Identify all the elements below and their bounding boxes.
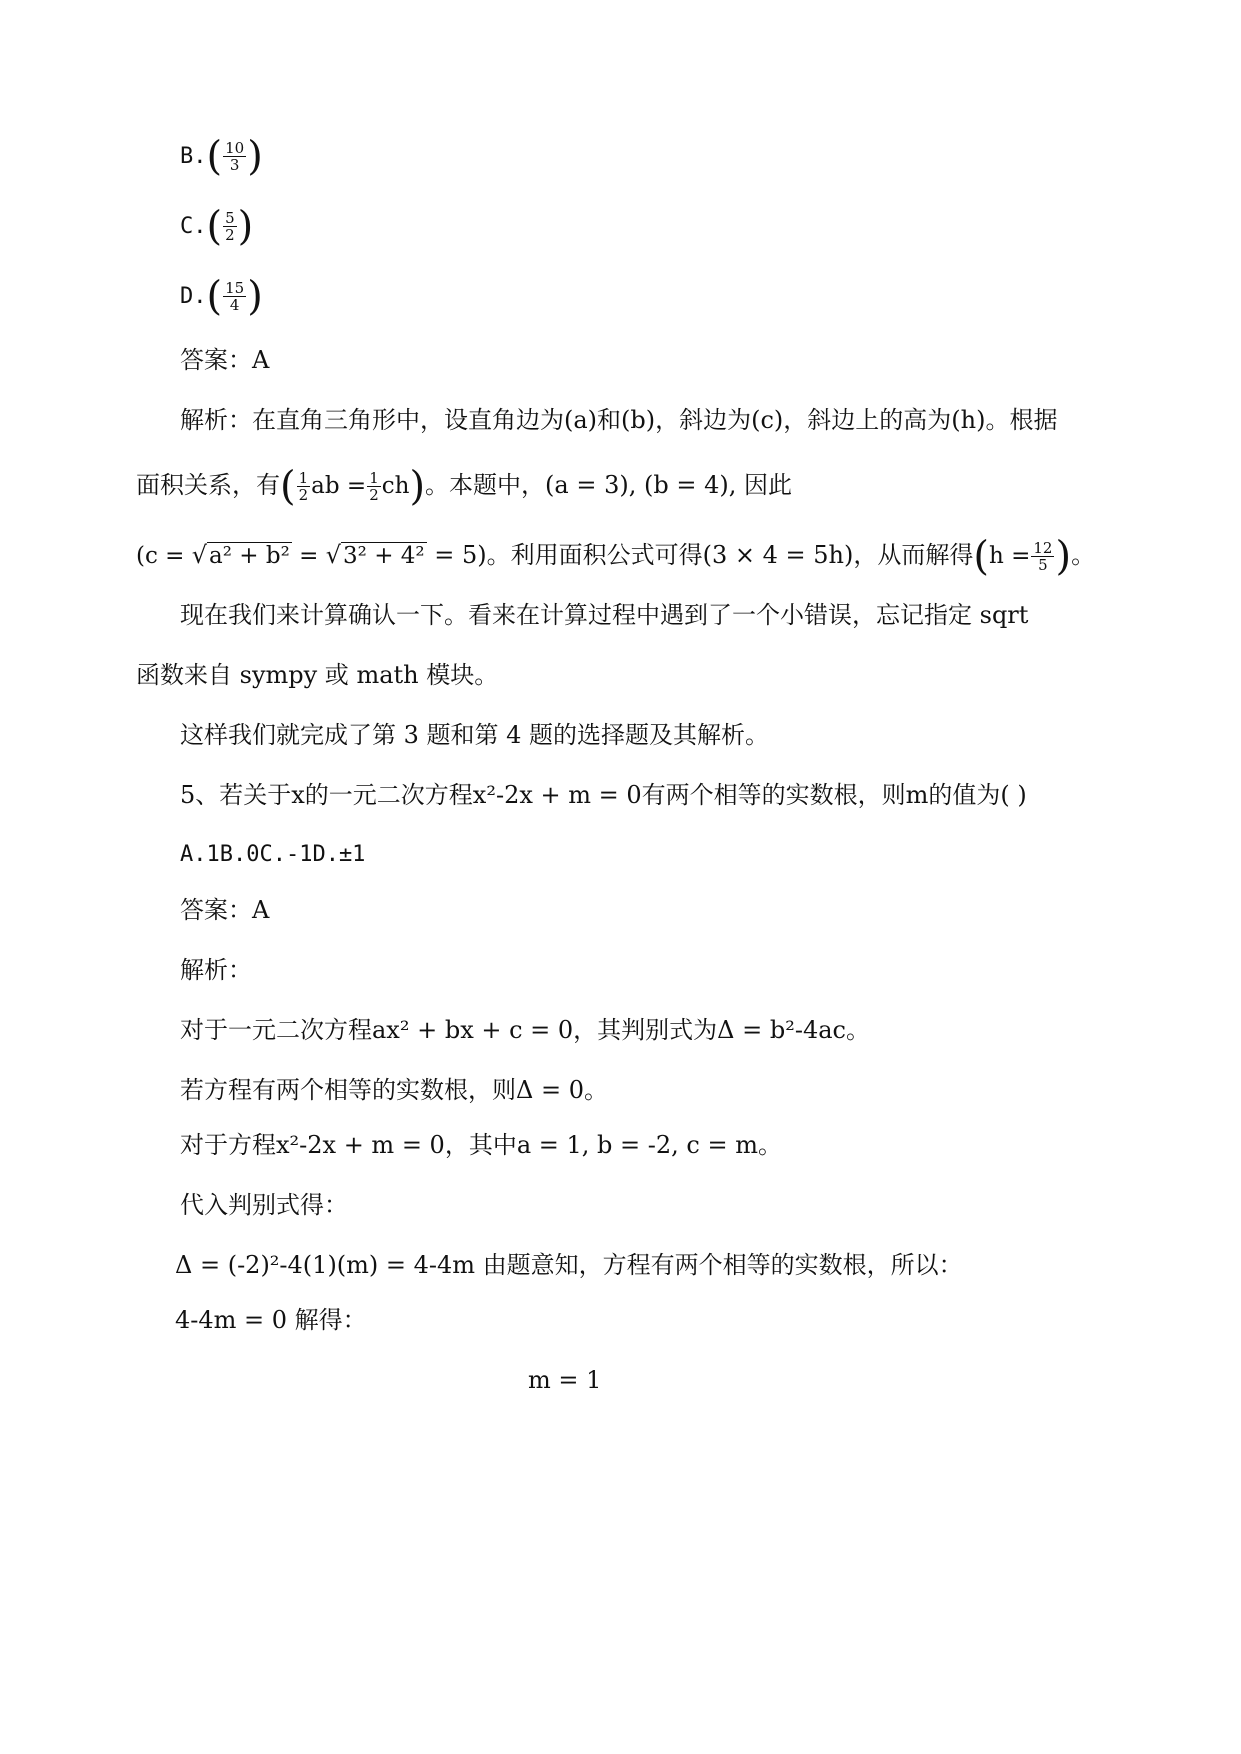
q5-explanation-line-4: 代入判别式得： <box>180 1191 348 1219</box>
half-fraction-2: $\frac{1}{2}$ <box>369 469 379 504</box>
q4-explanation-line-3: (c = √a² + b² = √3² + 4² = 5)。利用面积公式可得(3 × 4 = 5h)，从而解得(h = $\frac{12}{5}$ )。 <box>136 533 1096 580</box>
q5-result: m = 1 <box>528 1366 602 1394</box>
q5-explanation-line-6: 4-4m = 0 解得： <box>175 1306 367 1334</box>
q5-explanation-line-2: 若方程有两个相等的实数根，则Δ = 0。 <box>180 1076 608 1104</box>
half-fraction-1: $\frac{1}{2}$ <box>298 469 309 504</box>
option-c: C.( $\frac{5}{2}$ ) <box>180 203 254 250</box>
q4-explanation-line-2: 面积关系，有( $\frac{1}{2}$ ab = $\frac{1}{2}$ ch)。本题中，(a = 3), (b = 4), 因此 <box>136 463 792 510</box>
q5-explanation-line-1: 对于一元二次方程ax² + bx + c = 0，其判别式为Δ = b²-4ac。 <box>180 1016 870 1044</box>
q5-explanation-line-3: 对于方程x²-2x + m = 0，其中a = 1, b = -2, c = m。 <box>180 1131 782 1159</box>
option-c-fraction: $\frac{5}{2}$ <box>225 209 235 244</box>
option-b-fraction: $\frac{10}{3}$ <box>225 139 245 174</box>
q5-explanation-line-5: Δ = (-2)²-4(1)(m) = 4-4m 由题意知，方程有两个相等的实数根，所以： <box>175 1251 963 1279</box>
option-b: B.( $\frac{10}{3}$ ) <box>180 133 263 180</box>
q4-note-line-2: 函数来自 sympy 或 math 模块。 <box>136 661 499 689</box>
h-fraction: $\frac{12}{5}$ <box>1033 539 1053 574</box>
option-b-label: B. <box>180 144 207 169</box>
q4-note-line-1: 现在我们来计算确认一下。看来在计算过程中遇到了一个小错误，忘记指定 sqrt <box>180 601 1029 629</box>
q5-answer: 答案：A <box>180 896 270 924</box>
sqrt-2: √3² + 4² <box>325 541 425 569</box>
q5-choices: A.1B.0C.-1D.±1 <box>180 842 366 867</box>
option-c-label: C. <box>180 214 207 239</box>
q4-answer: 答案：A <box>180 346 270 374</box>
option-d: D.( $\frac{15}{4}$ ) <box>180 273 263 320</box>
option-d-label: D. <box>180 284 207 309</box>
q5-question: 5、若关于x的一元二次方程x²-2x + m = 0有两个相等的实数根，则m的值为( ) <box>180 781 1027 809</box>
q4-done: 这样我们就完成了第 3 题和第 4 题的选择题及其解析。 <box>180 721 770 749</box>
sqrt-1: √a² + b² <box>191 541 290 569</box>
q4-explanation-line-1: 解析：在直角三角形中，设直角边为(a)和(b)，斜边为(c)，斜边上的高为(h)。根据 <box>180 406 1058 434</box>
option-d-fraction: $\frac{15}{4}$ <box>225 279 245 314</box>
q5-explanation-label: 解析： <box>180 956 252 984</box>
